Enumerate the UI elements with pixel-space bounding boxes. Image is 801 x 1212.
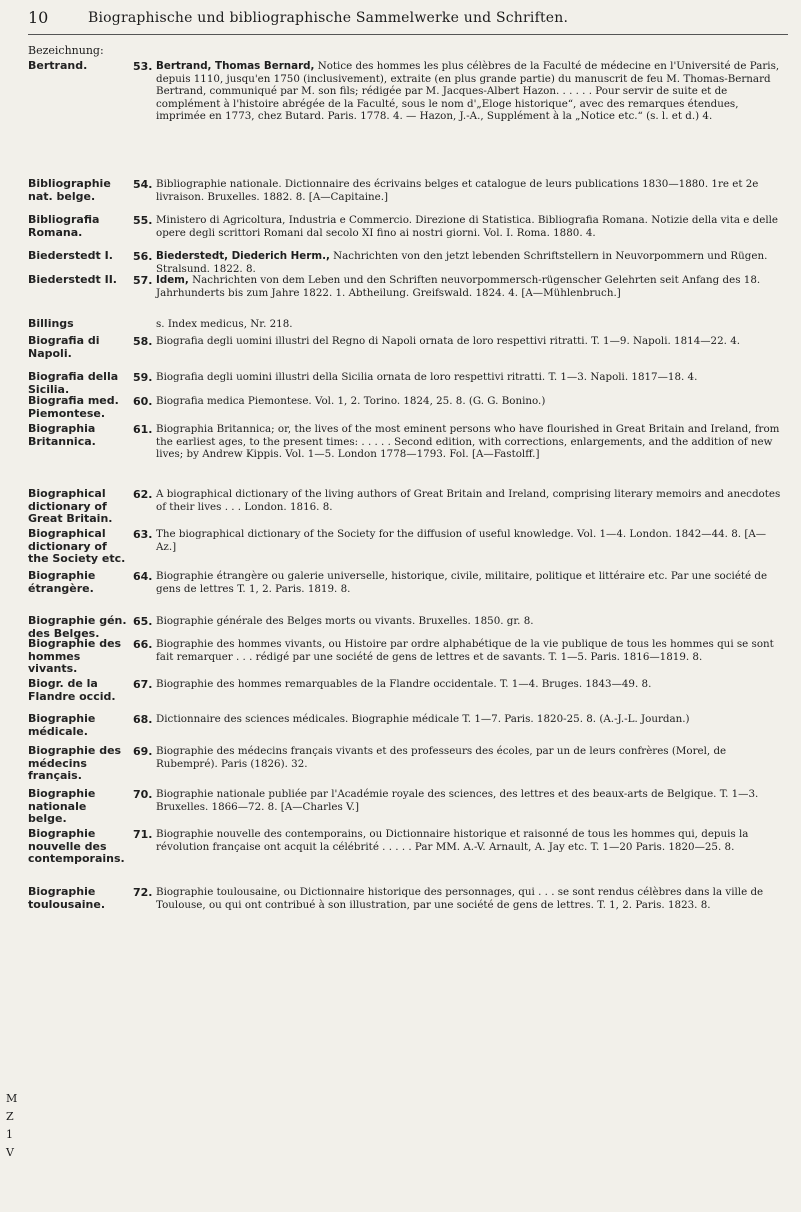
entry-text: [156, 488, 786, 513]
entry-number: 63.: [133, 528, 153, 541]
entry-text: [156, 745, 786, 770]
entry-body: Biografia degli uomini illustri del Regno di Napoli ornata de loro respettivi ritratti. T. 1—9. Napoli. 1814—22. 4.: [156, 335, 741, 347]
entry-label: Biografia di Napoli.: [28, 334, 100, 360]
entry-body: s. Index medicus, Nr. 218.: [156, 318, 293, 330]
entry-number: 58.: [133, 335, 153, 348]
entry-text: [156, 615, 786, 628]
entry-number: 62.: [133, 488, 153, 501]
entry-label: Biographie toulousaine.: [28, 885, 106, 911]
entry-body: Nachrichten von den jetzt lebenden Schriftstellern in Neuvorpommern und Rügen. Stralsund. 1822. 8.: [156, 250, 768, 275]
entry-label: Billings: [28, 317, 74, 330]
entry-number: 57.: [133, 274, 153, 287]
entry-text: [156, 250, 786, 275]
entry-label: Biederstedt II.: [28, 273, 117, 286]
entry-heading: Bertrand, Thomas Bernard,: [156, 60, 315, 72]
entry-number: 55.: [133, 214, 153, 227]
entry-body: Biografia medica Piemontese. Vol. 1, 2. Torino. 1824, 25. 8. (G. G. Bonino.): [156, 395, 546, 407]
entry-text: [156, 678, 786, 691]
entry-label: Biographie gén. des Belges.: [28, 614, 127, 640]
page-number: 10: [28, 8, 49, 27]
entry-body: Biographie nouvelle des contemporains, ou Dictionnaire historique et raisonné de tous les hommes qui, depuis la révolution française ont acquit la célébrité . . . . . Par MM. A.-V. Arnault, A. Jay etc. T. 1—20 Paris. 1820—25. 8.: [156, 828, 749, 853]
header-rule: [28, 34, 788, 35]
entry-text: [156, 788, 786, 813]
entry-label: Biografia med. Piemontese.: [28, 394, 119, 420]
entry-label: Biographie nouvelle des contemporains.: [28, 827, 125, 865]
entry-number: 72.: [133, 886, 153, 899]
entry-text: [156, 60, 786, 123]
entry-number: 66.: [133, 638, 153, 651]
entry-text: [156, 886, 786, 911]
entry-number: 59.: [133, 371, 153, 384]
entry-heading: Idem,: [156, 274, 189, 286]
entry-number: 70.: [133, 788, 153, 801]
margin-marks: [6, 1090, 16, 1162]
entry-body: Biographie étrangère ou galerie universelle, historique, civile, militaire, politique et littéraire etc. Par une société de gens de lettres T. 1, 2. Paris. 1819. 8.: [156, 570, 768, 595]
entry-number: 69.: [133, 745, 153, 758]
entry-label: Biederstedt I.: [28, 249, 113, 262]
entry-body: Biographia Britannica; or, the lives of the most eminent persons who have flourished in Great Britain and Ireland, from the earliest ages, to the present times: . . . . . Second edition, with corrections, enlargements, and the addition of new lives; by Andrew Kippis. Vol. 1—5. London 1778—1793. Fol. [A—Fastolff.]: [156, 423, 780, 460]
entry-body: Biographie générale des Belges morts ou vivants. Bruxelles. 1850. gr. 8.: [156, 615, 534, 627]
entry-label: Biographical dictionary of the Society etc.: [28, 527, 126, 565]
margin-mark: 1: [6, 1128, 13, 1141]
entry-text: [156, 318, 786, 331]
margin-mark: Z: [6, 1110, 14, 1123]
entry-body: Biographie des hommes vivants, ou Histoire par ordre alphabétique de la vie publique de tous les hommes qui se sont fait remarquer . . . rédigé par une société de gens de lettres et de savants. T. 1—5. Paris. 1816—1819. 8.: [156, 638, 774, 663]
entry-body: Ministero di Agricoltura, Industria e Commercio. Direzione di Statistica. Bibliografia Romana. Notizie della vita e delle opere degli scrittori Romani dal secolo XI fino ai nostri giorni. Vol. I. Roma. 1880. 4.: [156, 214, 779, 239]
entry-text: [156, 638, 786, 663]
entry-number: 54.: [133, 178, 153, 191]
entry-text: [156, 274, 786, 299]
margin-mark: M: [6, 1092, 18, 1105]
entry-text: [156, 528, 786, 553]
entry-text: [156, 335, 786, 348]
entry-body: Biographie des médecins français vivants et des professeurs des écoles, par un de leurs confrères (Morel, de Rubempré). Paris (1826). 32.: [156, 745, 727, 770]
entry-number: 53.: [133, 60, 153, 73]
entry-label: Biographie nationale belge.: [28, 787, 96, 825]
entry-label: Biographie des médecins français.: [28, 744, 122, 782]
entry-label: Biographical dictionary of Great Britain.: [28, 487, 113, 525]
entry-number: 61.: [133, 423, 153, 436]
entry-body: Bibliographie nationale. Dictionnaire des écrivains belges et catalogue de leurs publications 1830—1880. 1re et 2e livraison. Bruxelles. 1882. 8. [A—Capitaine.]: [156, 178, 759, 203]
entry-text: [156, 828, 786, 853]
entry-label: Bibliografia Romana.: [28, 213, 100, 239]
entry-body: Nachrichten von dem Leben und den Schriften neuvorpommersch-rügenscher Gelehrten seit Anfang des 18. Jahrhunderts bis zum Jahre 1822. 1. Abtheilung. Greifswald. 1824. 4. [A—Mühlenbruch.]: [156, 274, 761, 299]
entry-label: Bibliographie nat. belge.: [28, 177, 111, 203]
entry-number: 56.: [133, 250, 153, 263]
entry-body: Biographie nationale publiée par l'Académie royale des sciences, des lettres et des beaux-arts de Belgique. T. 1—3. Bruxelles. 1866—72. 8. [A—Charles V.]: [156, 788, 759, 813]
column-label: Bezeichnung:: [28, 44, 104, 57]
entry-body: Notice des hommes les plus célèbres de la Faculté de médecine en l'Université de Paris, depuis 1110, jusqu'en 1750 (inclusivement), extraite (en plus grande partie) du manuscrit de feu M. Thomas-Bernard Bertrand, communiqué par M. son fils; rédigée par M. Jacques-Albert Hazon. . . . . . Pour servir de suite et de complément à l'histoire abrégée de la Faculté, sous le nom d'„Eloge historique“, avec des remarques étendues, imprimée en 1773, chez Butard. Paris. 1778. 4. — Hazon, J.-A., Supplément à la „Notice etc.“ (s. l. et d.) 4.: [156, 60, 780, 122]
entry-label: Biographie médicale.: [28, 712, 96, 738]
entry-body: A biographical dictionary of the living authors of Great Britain and Ireland, comprising literary memoirs and anecdotes of their lives . . . London. 1816. 8.: [156, 488, 781, 513]
entry-text: [156, 214, 786, 239]
entry-label: Biographia Britannica.: [28, 422, 96, 448]
entry-text: [156, 713, 786, 726]
margin-mark: V: [6, 1146, 14, 1159]
entry-number: 64.: [133, 570, 153, 583]
entry-text: [156, 371, 786, 384]
entry-number: 68.: [133, 713, 153, 726]
entry-number: 67.: [133, 678, 153, 691]
entry-heading: Biederstedt, Diederich Herm.,: [156, 250, 330, 262]
entry-label: Biographie des hommes vivants.: [28, 637, 122, 675]
entry-number: 65.: [133, 615, 153, 628]
entry-number: 60.: [133, 395, 153, 408]
running-title: Biographische und bibliographische Sammelwerke und Schriften.: [88, 10, 569, 26]
entry-text: [156, 395, 786, 408]
entry-body: Dictionnaire des sciences médicales. Biographie médicale T. 1—7. Paris. 1820-25. 8. (A.-J.-L. Jourdan.): [156, 713, 690, 725]
entry-body: The biographical dictionary of the Society for the diffusion of useful knowledge. Vol. 1—4. London. 1842—44. 8. [A—Az.]: [156, 528, 767, 553]
entry-body: Biografia degli uomini illustri della Sicilia ornata de loro respettivi ritratti. T. 1—3. Napoli. 1817—18. 4.: [156, 371, 698, 383]
entry-label: Biographie étrangère.: [28, 569, 96, 595]
entry-number: 71.: [133, 828, 153, 841]
entry-text: [156, 423, 786, 461]
entry-body: Biographie des hommes remarquables de la Flandre occidentale. T. 1—4. Bruges. 1843—49. 8.: [156, 678, 652, 690]
entry-text: [156, 178, 786, 203]
entry-label: Biogr. de la Flandre occid.: [28, 677, 116, 703]
entry-body: Biographie toulousaine, ou Dictionnaire historique des personnages, qui . . . se sont rendus célèbres dans la ville de Toulouse, ou qui ont contribué à son illustration, par une société de gens de lettres. T. 1, 2. Paris. 1823. 8.: [156, 886, 764, 911]
entry-text: [156, 570, 786, 595]
page-header: [28, 8, 788, 30]
entry-label: Bertrand.: [28, 59, 88, 72]
entry-label: Biografia della Sicilia.: [28, 370, 119, 396]
